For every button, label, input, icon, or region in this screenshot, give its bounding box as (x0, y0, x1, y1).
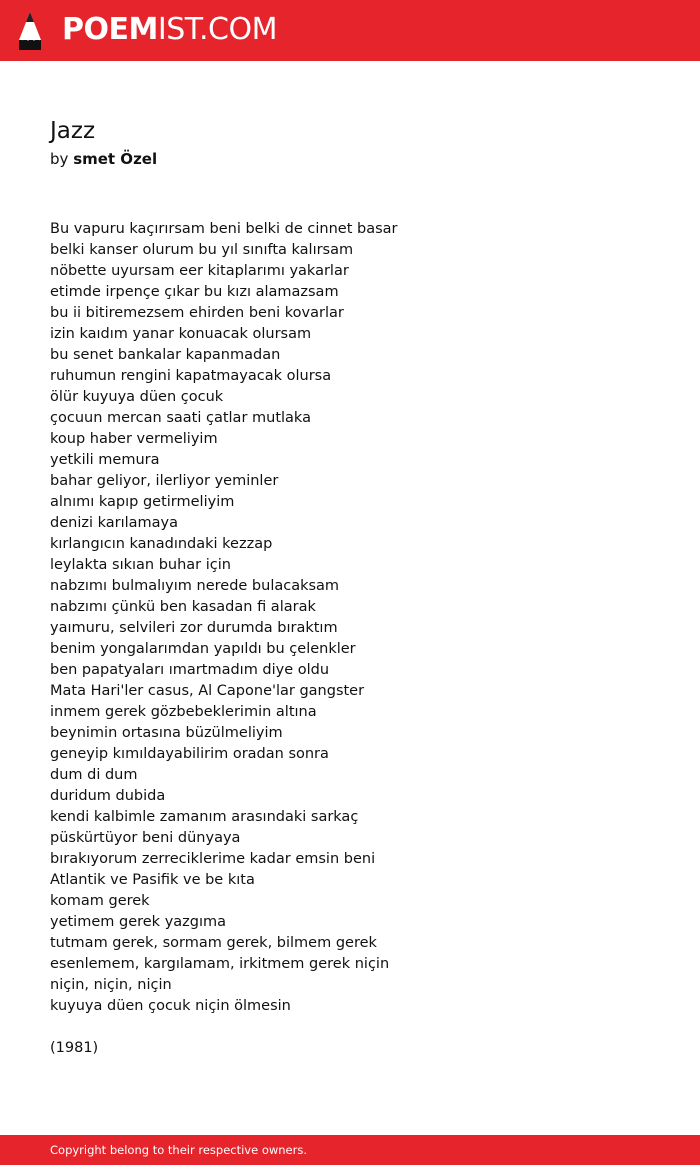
site-logo-text[interactable] (62, 13, 277, 47)
poem-title: Jazz (50, 118, 96, 144)
poem-line: inmem gerek gözbebeklerimin altına (50, 704, 317, 720)
poem-line: koup haber vermeliyim (50, 431, 218, 447)
poem-line: çocuun mercan saati çatlar mutlaka (50, 410, 311, 426)
poem-line: alnımı kapıp getirmeliyim (50, 494, 235, 510)
poem-line: denizi karılamaya (50, 515, 179, 531)
poem-line: geneyip kımıldayabilirim oradan sonra (50, 746, 329, 762)
poem-byline (50, 149, 157, 169)
poem-line: nöbette uyursam eer kitaplarımı yakarlar (50, 263, 349, 279)
poem-line: esenlemem, kargılamam, irkitmem gerek niçin (50, 956, 390, 972)
brand-light: IST.COM (157, 12, 277, 47)
poem-line: nabzımı çünkü ben kasadan fi alarak (50, 599, 316, 615)
poem-line: etimde irpençe çıkar bu kızı alamazsam (50, 284, 339, 300)
poem-line: tutmam gerek, sormam gerek, bilmem gerek (50, 935, 377, 951)
poem-line: dum di dum (50, 767, 138, 783)
poem-line: yaımuru, selvileri zor durumda bıraktım (50, 620, 338, 636)
poem-line: bahar geliyor, ilerliyor yeminler (50, 473, 279, 489)
poem-line: kuyuya düen çocuk niçin ölmesin (50, 998, 291, 1014)
poem-author: smet Özel (73, 150, 158, 168)
copyright-text: Copyright belong to their respective owners. (50, 1143, 308, 1157)
site-header (0, 0, 700, 61)
poem-line: bu senet bankalar kapanmadan (50, 347, 281, 363)
poem-line: Bu vapuru kaçırırsam beni belki de cinnet basar (50, 221, 398, 237)
poem-line: Atlantik ve Pasifik ve be kıta (50, 872, 255, 888)
poem-line: ölür kuyuya düen çocuk (50, 389, 224, 405)
poem-line: yetkili memura (50, 452, 160, 468)
poem-line: benim yongalarımdan yapıldı bu çelenkler (50, 641, 356, 657)
poem-line: kırlangıcın kanadındaki kezzap (50, 536, 273, 552)
poem-line: yetimem gerek yazgıma (50, 914, 227, 930)
brand-bold: POEM (62, 12, 158, 47)
poem-line: bırakıyorum zerreciklerime kadar emsin beni (50, 851, 376, 867)
poem-line: niçin, niçin, niçin (50, 977, 172, 993)
poem-year: (1981) (50, 1040, 99, 1056)
poem-line: duridum dubida (50, 788, 166, 804)
poem-line: Mata Hari'ler casus, Al Capone'lar gangster (50, 683, 365, 699)
poem-line: bu ii bitiremezsem ehirden beni kovarlar (50, 305, 344, 321)
poem-line: ruhumun rengini kapatmayacak olursa (50, 368, 332, 384)
by-label: by (50, 150, 69, 168)
poem-line: nabzımı bulmalıyım nerede bulacaksam (50, 578, 340, 594)
poem-line: leylakta sıkıan buhar için (50, 557, 231, 573)
poem-line: kendi kalbimle zamanım arasındaki sarkaç (50, 809, 359, 825)
poem-body (50, 219, 670, 1017)
pencil-icon[interactable] (17, 10, 43, 52)
poem-line: beynimin ortasına büzülmeliyim (50, 725, 283, 741)
poem-line: izin kaıdım yanar konuacak olursam (50, 326, 312, 342)
poem-line: komam gerek (50, 893, 150, 909)
site-footer (0, 1135, 700, 1165)
poem-line: püskürtüyor beni dünyaya (50, 830, 241, 846)
poem-line: ben papatyaları ımartmadım diye oldu (50, 662, 330, 678)
poem-line: belki kanser olurum bu yıl sınıfta kalırsam (50, 242, 354, 258)
